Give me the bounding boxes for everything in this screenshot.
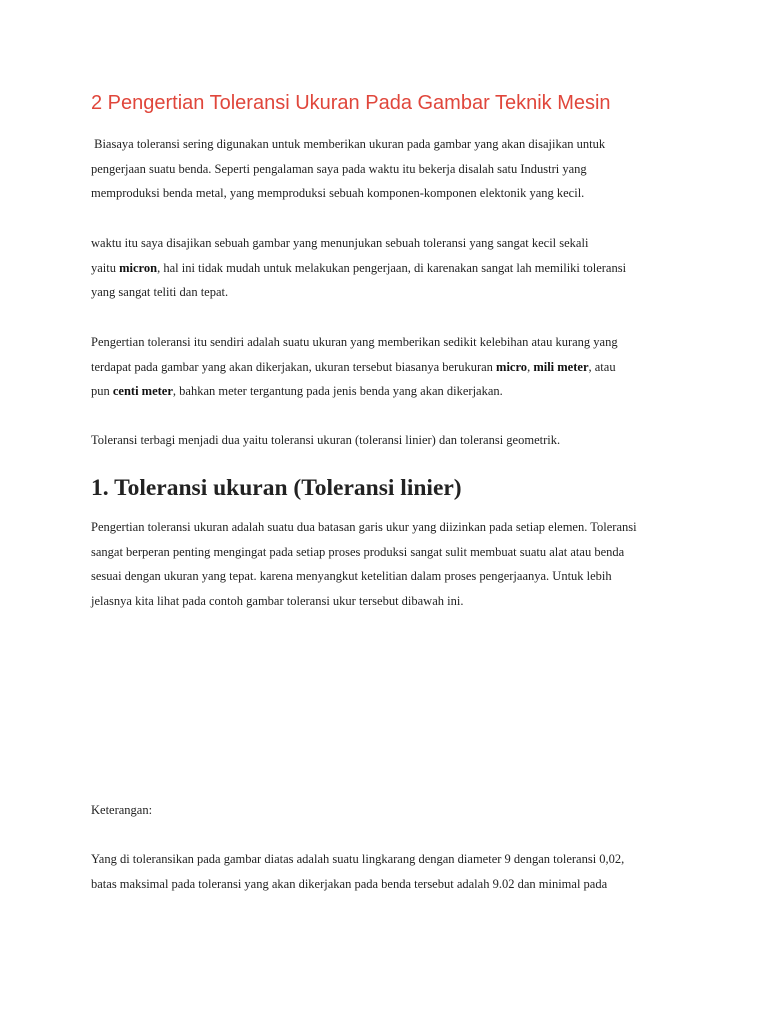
text-line: batas maksimal pada toleransi yang akan dikerjakan pada benda tersebut adalah 9.02 dan minimal pada — [91, 876, 608, 891]
text-line — [91, 379, 691, 404]
bold-term-mili-meter: mili meter — [533, 359, 589, 374]
text-line: memproduksi benda metal, yang memproduksi sebuah komponen-komponen elektonik yang kecil. — [91, 186, 585, 200]
text-run: , bahkan meter tergantung pada jenis benda yang akan dikerjakan. — [172, 384, 503, 398]
text-run: , — [527, 359, 534, 374]
text-line: sangat berperan penting mengingat pada setiap proses produksi sangat sulit membuat suatu alat atau benda — [91, 544, 625, 559]
paragraph-keterangan — [91, 798, 691, 823]
paragraph-experience — [91, 231, 691, 305]
paragraph-explanation — [91, 847, 691, 896]
paragraph-definition — [91, 330, 691, 404]
bold-term-centi-meter: centi meter — [112, 384, 173, 398]
bold-term-micron: micron — [119, 260, 158, 275]
text-line: sesuai dengan ukuran yang tepat. karena menyangkut ketelitian dalam proses pengerjaanya. Untuk lebih — [91, 569, 612, 583]
text-line: Yang di toleransikan pada gambar diatas adalah suatu lingkarang dengan diameter 9 dengan toleransi 0,02, — [91, 852, 625, 866]
paragraph-linear-tolerance — [91, 515, 691, 613]
text-run: yaitu — [91, 260, 120, 275]
text-line: waktu itu saya disajikan sebuah gambar yang menunjukan sebuah toleransi yang sangat kecil sekali — [91, 236, 589, 250]
text-line: Keterangan: — [91, 803, 153, 817]
paragraph-types — [91, 428, 691, 453]
text-run: , atau — [588, 359, 616, 374]
text-line — [91, 256, 691, 281]
text-run: , hal ini tidak mudah untuk melakukan pengerjaan, di karenakan sangat lah memiliki toleransi — [157, 260, 627, 275]
text-line: Toleransi terbagi menjadi dua yaitu toleransi ukuran (toleransi linier) dan toleransi geometrik. — [91, 433, 561, 447]
text-line: jelasnya kita lihat pada contoh gambar toleransi ukur tersebut dibawah ini. — [91, 593, 464, 608]
text-line: Pengertian toleransi itu sendiri adalah suatu ukuran yang memberikan sedikit kelebihan atau kurang yang — [91, 335, 618, 349]
text-run: pun — [91, 384, 113, 398]
section-heading: 1. Toleransi ukuran (Toleransi linier) — [91, 475, 462, 501]
image-placeholder — [91, 630, 681, 765]
text-line: Pengertian toleransi ukuran adalah suatu dua batasan garis ukur yang diizinkan pada setiap elemen. Toleransi — [91, 520, 637, 534]
text-line: yang sangat teliti dan tepat. — [91, 285, 229, 299]
text-run: terdapat pada gambar yang akan dikerjakan, ukuran tersebut biasanya berukuran — [91, 359, 497, 374]
bold-term-micro: micro — [496, 359, 528, 374]
text-line — [91, 355, 691, 380]
text-line: pengerjaan suatu benda. Seperti pengalaman saya pada waktu itu bekerja disalah satu Industri yang — [91, 161, 587, 176]
article-title: 2 Pengertian Toleransi Ukuran Pada Gambar Teknik Mesin — [91, 92, 611, 114]
text-line: Biasaya toleransi sering digunakan untuk memberikan ukuran pada gambar yang akan disajikan untuk — [91, 137, 606, 151]
paragraph-intro — [91, 132, 691, 206]
